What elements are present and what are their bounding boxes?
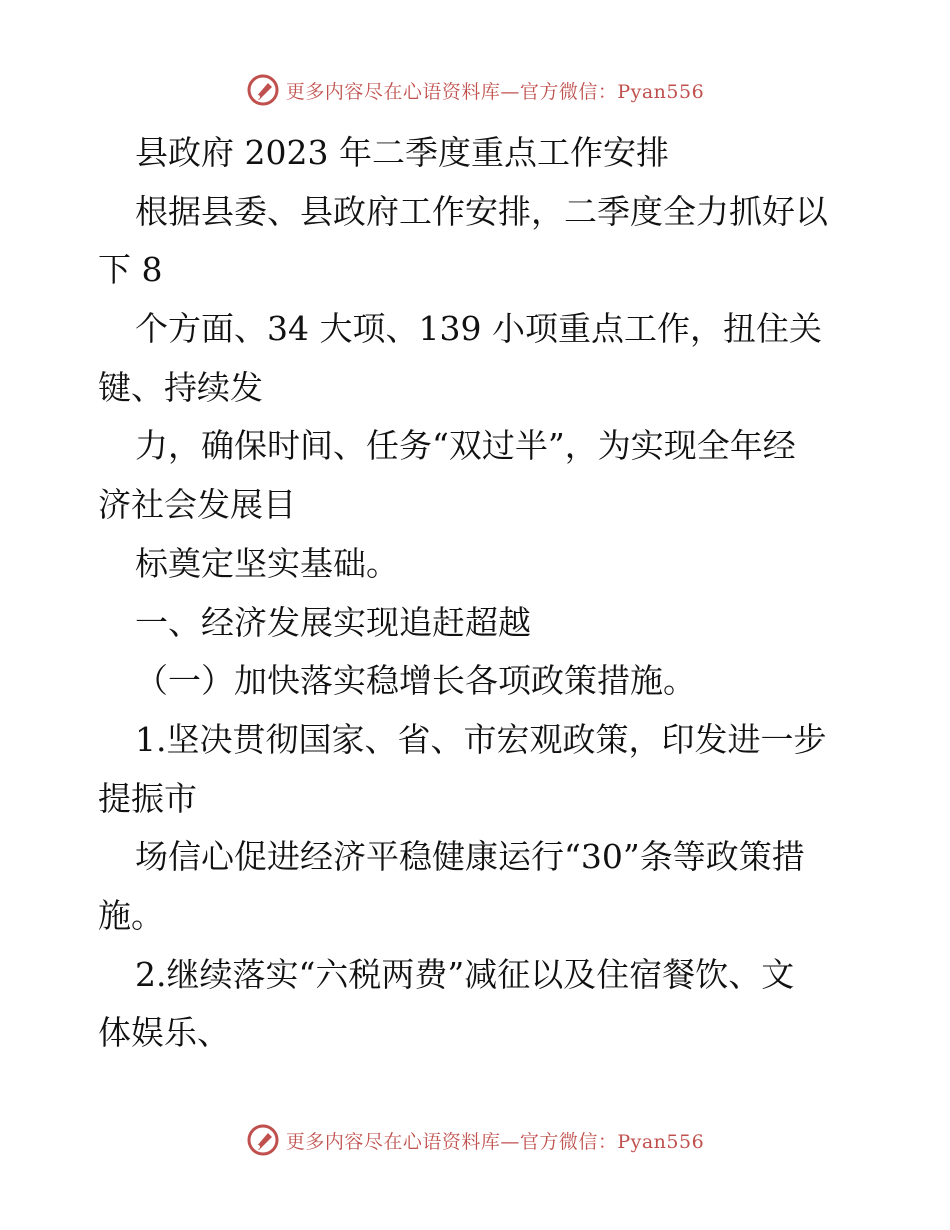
document-line: 力，确保时间、任务“双过半”，为实现全年经	[135, 426, 796, 466]
document-line: 根据县委、县政府工作安排，二季度全力抓好以	[135, 191, 828, 231]
banner-text	[286, 77, 704, 104]
document-line: 场信心促进经济平稳健康运行“30”条等政策措	[135, 837, 805, 877]
document-line: 济社会发展目	[98, 485, 296, 525]
document-line: 2.继续落实“六税两费”减征以及住宿餐饮、文	[135, 954, 795, 994]
footer-banner	[0, 1120, 950, 1160]
document-line: 体娱乐、	[98, 1013, 230, 1053]
document-line: （一）加快落实稳增长各项政策措施。	[135, 661, 696, 701]
document-line: 1.坚决贯彻国家、省、市宏观政策，印发进一步	[135, 719, 827, 759]
document-body	[98, 124, 858, 1063]
document-line: 键、持续发	[98, 367, 263, 407]
document-line: 县政府 2023 年二季度重点工作安排	[135, 133, 669, 172]
banner-title: 更多内容尽在心语资料库	[285, 80, 501, 103]
pen-nib-circle-icon	[246, 73, 280, 107]
document-line: 标奠定坚实基础。	[135, 543, 399, 583]
banner-text	[286, 1127, 704, 1154]
pen-nib-circle-icon	[246, 1123, 280, 1157]
document-line: 施。	[98, 895, 164, 935]
banner-separator: —	[500, 80, 520, 103]
banner-wechat: 官方微信：Pyan556	[519, 1130, 705, 1153]
banner-separator: —	[500, 1130, 520, 1153]
banner-wechat: 官方微信：Pyan556	[519, 80, 705, 103]
header-banner	[0, 70, 950, 110]
document-line: 下 8	[98, 250, 163, 290]
document-line: 个方面、34 大项、139 小项重点工作，扭住关	[135, 309, 822, 349]
banner-title: 更多内容尽在心语资料库	[285, 1130, 501, 1153]
document-line: 提振市	[98, 778, 197, 818]
document-line: 一、经济发展实现追赶超越	[135, 602, 531, 642]
